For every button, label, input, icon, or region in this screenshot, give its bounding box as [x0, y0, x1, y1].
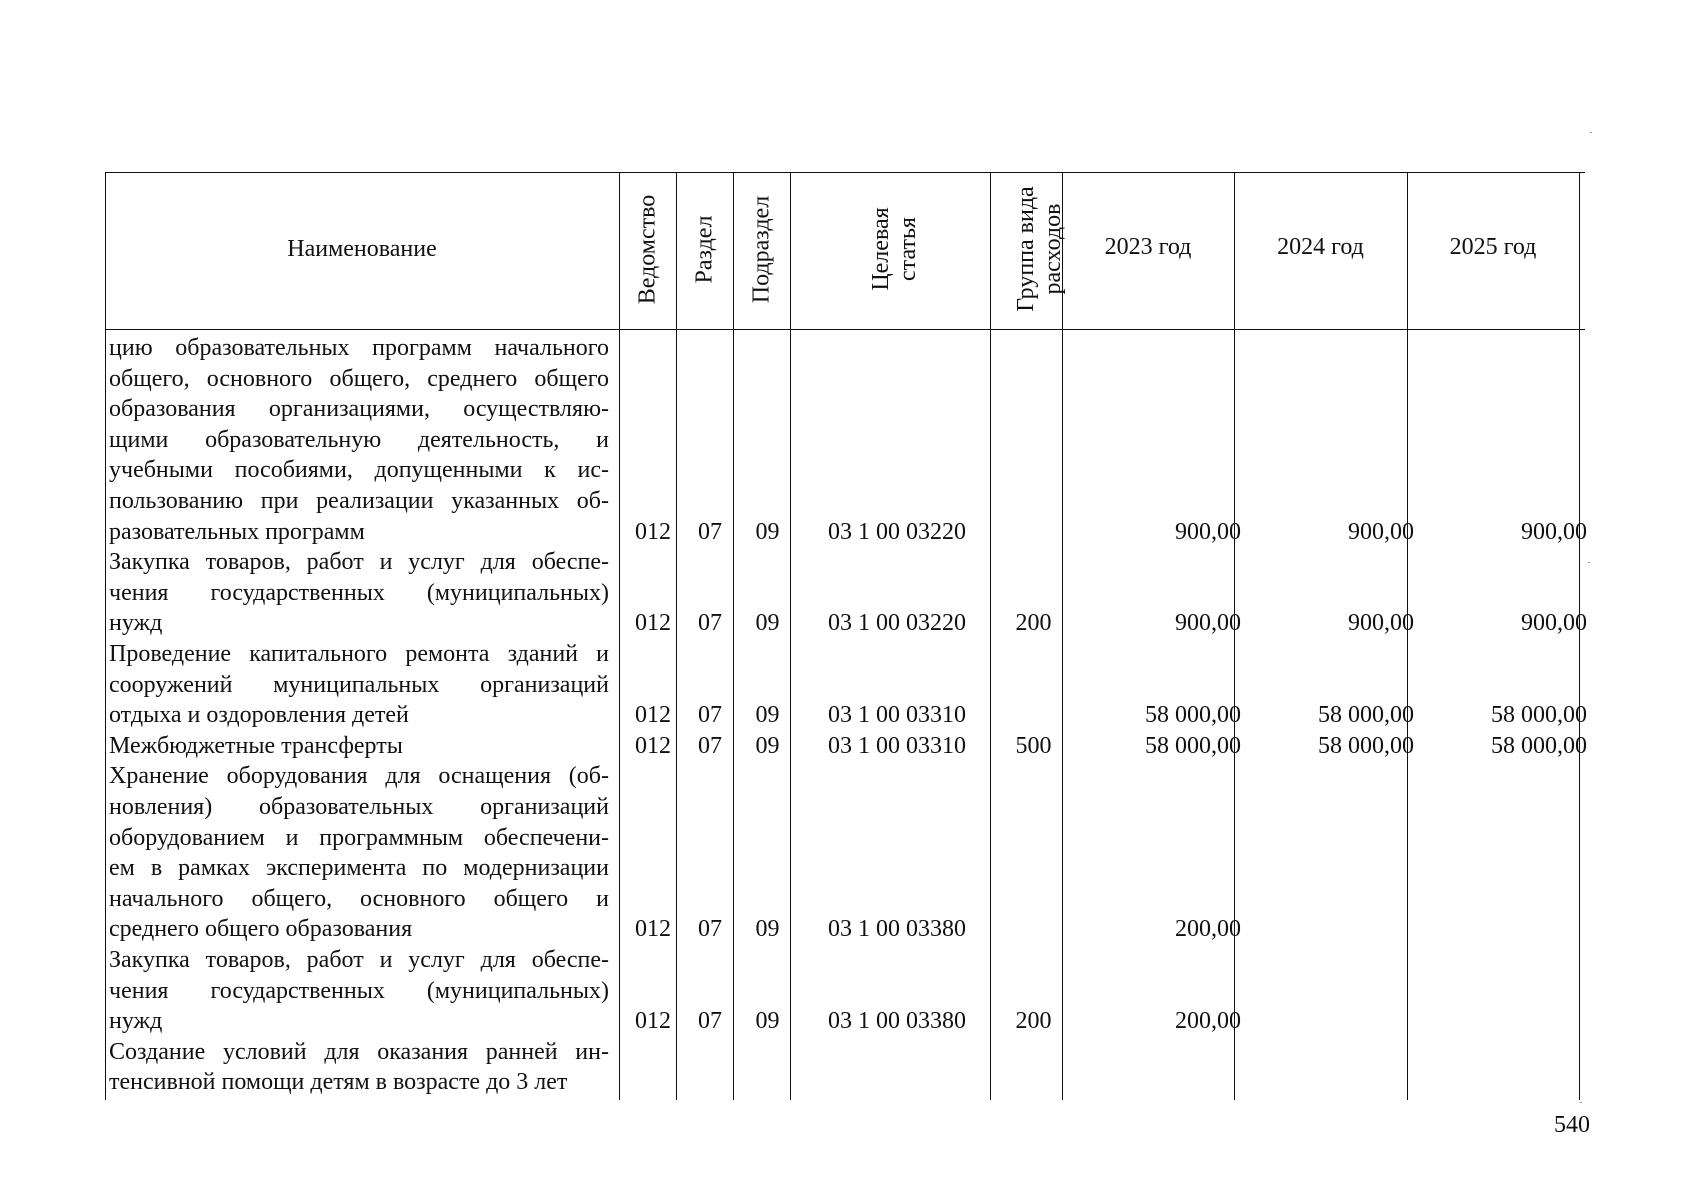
- header-2024: 2024 год: [1277, 234, 1364, 260]
- cell-amount-2023: 200,00: [1175, 1008, 1241, 1035]
- row-name-line: щими образовательную деятельность, и: [109, 426, 609, 453]
- cell-razdel: 07: [698, 702, 722, 729]
- cell-podrazdel: 09: [755, 702, 780, 729]
- header-razdel: Раздел: [691, 215, 718, 284]
- row-name-line: Закупка товаров, работ и услуг для обеспе-: [109, 947, 609, 973]
- table-top-border: [105, 172, 1585, 173]
- cell-vedomstvo: 012: [635, 916, 671, 943]
- cell-podrazdel: 09: [755, 1008, 780, 1035]
- table-row: [105, 1037, 1585, 1098]
- header-2023: 2023 год: [1104, 234, 1192, 260]
- cell-amount-2023: 58 000,00: [1145, 702, 1241, 729]
- cell-amount-2023: 200,00: [1175, 916, 1241, 943]
- cell-celevaya: 03 1 00 03220: [828, 518, 966, 545]
- cell-celevaya: 03 1 00 03380: [828, 1008, 966, 1035]
- cell-amount-2024: 900,00: [1348, 518, 1414, 545]
- cell-amount-2025: 900,00: [1521, 518, 1587, 545]
- cell-amount-2023: 58 000,00: [1145, 732, 1241, 759]
- row-name-line: пользованию при реализации указанных об-: [109, 487, 609, 514]
- cell-amount-2025: 58 000,00: [1491, 732, 1587, 759]
- table-row: [105, 639, 1585, 731]
- cell-amount-2025: 58 000,00: [1491, 702, 1587, 729]
- cell-vedomstvo: 012: [635, 518, 671, 545]
- scan-speck: [1580, 1102, 1582, 1103]
- row-name-line: оборудованием и программным обеспечени-: [109, 824, 609, 851]
- row-name-line: разовательных программ: [109, 518, 365, 545]
- table-row: [105, 547, 1585, 639]
- row-name-line: начального общего, основного общего и: [109, 885, 609, 912]
- row-name-line: образования организациями, осуществляю-: [109, 396, 609, 423]
- row-name-line: отдыха и оздоровления детей: [109, 702, 409, 729]
- table-row: [105, 761, 1585, 945]
- scan-speck: [1588, 562, 1590, 563]
- row-name-line: нужд: [109, 1008, 163, 1035]
- row-name-line: чения государственных (муниципальных): [109, 977, 609, 1004]
- cell-celevaya: 03 1 00 03310: [828, 732, 966, 759]
- row-name-line: общего, основного общего, среднего общего: [109, 365, 609, 392]
- row-name-line: тенсивной помощи детям в возрасте до 3 лет: [109, 1069, 568, 1096]
- scan-speck: [1590, 132, 1592, 133]
- row-name-line: сооружений муниципальных организаций: [109, 671, 609, 698]
- row-name: [109, 639, 609, 731]
- row-name: [109, 1037, 609, 1098]
- budget-table: [105, 172, 1585, 1100]
- header-podrazdel: Подраздел: [748, 195, 775, 304]
- row-name-line: нужд: [109, 610, 163, 637]
- cell-amount-2024: 58 000,00: [1318, 702, 1414, 729]
- row-name: [109, 761, 609, 945]
- row-name: [109, 333, 609, 547]
- row-name: [109, 547, 609, 639]
- row-name-line: Проведение капитального ремонта зданий и: [109, 641, 609, 667]
- row-name-line: ем в рамках эксперимента по модернизации: [109, 855, 609, 882]
- cell-podrazdel: 09: [755, 610, 780, 637]
- header-2025: 2025 год: [1449, 234, 1537, 260]
- row-name-line: цию образовательных программ начального: [109, 335, 609, 361]
- cell-amount-2023: 900,00: [1175, 518, 1241, 545]
- cell-gruppa: 200: [1015, 610, 1052, 637]
- cell-vedomstvo: 012: [635, 732, 671, 759]
- header-bottom-border: [105, 329, 1585, 330]
- cell-podrazdel: 09: [755, 518, 780, 545]
- row-name: [109, 731, 609, 762]
- row-name-line: Межбюджетные трансферты: [109, 732, 403, 759]
- cell-amount-2023: 900,00: [1175, 610, 1241, 637]
- row-name-line: Создание условий для оказания ранней ин-: [109, 1038, 609, 1065]
- cell-celevaya: 03 1 00 03380: [828, 916, 966, 943]
- row-name: [109, 945, 609, 1037]
- cell-gruppa: 500: [1015, 732, 1052, 759]
- row-name-line: чения государственных (муниципальных): [109, 579, 609, 606]
- row-name-line: среднего общего образования: [109, 916, 413, 943]
- cell-razdel: 07: [698, 1008, 722, 1035]
- row-name-line: учебными пособиями, допущенными к ис-: [109, 457, 609, 484]
- cell-celevaya: 03 1 00 03310: [828, 702, 966, 729]
- cell-podrazdel: 09: [755, 916, 780, 943]
- cell-razdel: 07: [698, 610, 722, 637]
- cell-podrazdel: 09: [755, 732, 780, 759]
- header-gruppa: Группа вида расходов: [1013, 186, 1066, 312]
- cell-vedomstvo: 012: [635, 610, 671, 637]
- cell-amount-2024: 58 000,00: [1318, 732, 1414, 759]
- cell-amount-2025: 900,00: [1521, 610, 1587, 637]
- row-name-line: новления) образовательных организаций: [109, 793, 609, 820]
- header-name: Наименование: [287, 236, 437, 262]
- cell-gruppa: 200: [1015, 1008, 1052, 1035]
- table-row: [105, 731, 1585, 762]
- page-number: 540: [1554, 1112, 1590, 1138]
- row-name-line: Хранение оборудования для оснащения (об-: [109, 763, 609, 790]
- cell-celevaya: 03 1 00 03220: [828, 610, 966, 637]
- table-row: [105, 333, 1585, 547]
- cell-vedomstvo: 012: [635, 702, 671, 729]
- cell-razdel: 07: [698, 518, 722, 545]
- cell-razdel: 07: [698, 916, 722, 943]
- cell-vedomstvo: 012: [635, 1008, 671, 1035]
- header-celevaya: Целевая статья: [868, 207, 921, 291]
- table-row: [105, 945, 1585, 1037]
- cell-amount-2024: 900,00: [1348, 610, 1414, 637]
- header-vedomstvo: Ведомство: [634, 194, 661, 305]
- cell-razdel: 07: [698, 732, 722, 759]
- row-name-line: Закупка товаров, работ и услуг для обеспе-: [109, 549, 609, 576]
